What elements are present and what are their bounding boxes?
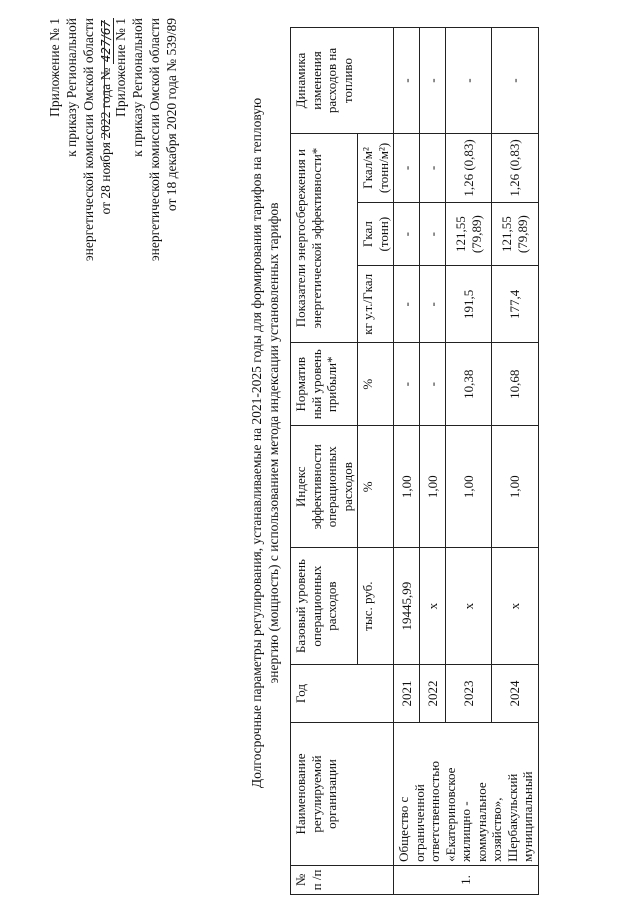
- header-organization: Наименование регулируемой организации: [291, 723, 394, 866]
- cell-gcal-m2: -: [420, 134, 446, 203]
- cell-gcal-m2: -: [394, 134, 420, 203]
- cell-dynamics: -: [492, 28, 538, 134]
- cell-norm: 10,38: [446, 343, 492, 426]
- cell-kg: 191,5: [446, 266, 492, 343]
- cell-norm: -: [420, 343, 446, 426]
- annex-title: Приложение № 1: [47, 18, 62, 117]
- cell-gcal: -: [394, 202, 420, 266]
- cell-gcal: 121,55 (79,89): [446, 202, 492, 266]
- cell-year: 2022: [420, 664, 446, 722]
- cell-gcal: -: [420, 202, 446, 266]
- annex-date: от 18 декабря 2020 года № 539/89: [164, 18, 179, 212]
- cell-index: 1,00: [420, 426, 446, 548]
- header-base-level: Базовый уровень операционных расходов: [291, 548, 358, 665]
- title-line-2: энергию (мощность) с использованием метода индексации установленных тарифов: [266, 202, 281, 684]
- handwritten-order-number: 427/67: [99, 20, 113, 63]
- cell-year: 2023: [446, 664, 492, 722]
- cell-index: 1,00: [492, 426, 538, 548]
- cell-index: 1,00: [394, 426, 420, 548]
- table-header-row: [291, 28, 358, 895]
- unit-kg: кг у.т./Гкал: [358, 266, 394, 343]
- annex-order-ref: к приказу Региональной: [130, 18, 145, 157]
- annex-order-ref: к приказу Региональной: [64, 18, 79, 157]
- cell-kg: -: [420, 266, 446, 343]
- row-number: 1.: [394, 865, 539, 894]
- cell-dynamics: -: [420, 28, 446, 134]
- header-energy-saving: Показатели энергосбережения и энергетической эффективности*: [291, 134, 358, 343]
- header-efficiency-index: Индекс эффективности операционных расходов: [291, 426, 358, 548]
- cell-norm: -: [394, 343, 420, 426]
- cell-kg: -: [394, 266, 420, 343]
- cell-norm: 10,68: [492, 343, 538, 426]
- annex-header-previous: [112, 18, 180, 261]
- cell-gcal-m2: 1,26 (0,83): [492, 134, 538, 203]
- unit-gcal: Гкал (тонн): [358, 202, 394, 266]
- header-year: Год: [291, 664, 394, 722]
- annex-title: Приложение № 1: [113, 18, 128, 117]
- cell-gcal-m2: 1,26 (0,83): [446, 134, 492, 203]
- title-line-1: Долгосрочные параметры регулирования, устанавливаемые на 2021-2025 годы для формирования тарифов на тепловую: [249, 97, 264, 789]
- table-row: [394, 28, 420, 895]
- cell-year: 2024: [492, 664, 538, 722]
- cell-gcal: 121,55 (79,89): [492, 202, 538, 266]
- unit-index: %: [358, 426, 394, 548]
- cell-base: х: [420, 548, 446, 665]
- annex-commission: энергетической комиссии Омской области: [81, 18, 96, 262]
- cell-dynamics: -: [446, 28, 492, 134]
- cell-base: х: [446, 548, 492, 665]
- cell-base: х: [492, 548, 538, 665]
- annex-date-prefix: от 28 ноября 2022 года №: [98, 67, 113, 215]
- organization-name: Общество с ограниченной ответственностью «Екатериновское жилищно - коммунальное хозяйство», Шербакульский муниципальный: [394, 723, 539, 866]
- header-normative-profit: Норматив ный уровень прибыли*: [291, 343, 358, 426]
- header-separator: [104, 20, 105, 140]
- header-fuel-dynamics: Динамика изменения расходов на топливо: [291, 28, 394, 134]
- document-title: [248, 13, 282, 873]
- parameters-table: [290, 27, 539, 895]
- cell-base: 19445,99: [394, 548, 420, 665]
- unit-gcal-m2: Гкал/м² (тонн/м²): [358, 134, 394, 203]
- unit-base: тыс. руб.: [358, 548, 394, 665]
- cell-kg: 177,4: [492, 266, 538, 343]
- annex-commission: энергетической комиссии Омской области: [147, 18, 162, 262]
- header-num: № п /п: [291, 865, 394, 894]
- cell-dynamics: -: [394, 28, 420, 134]
- cell-index: 1,00: [446, 426, 492, 548]
- unit-norm: %: [358, 343, 394, 426]
- cell-year: 2021: [394, 664, 420, 722]
